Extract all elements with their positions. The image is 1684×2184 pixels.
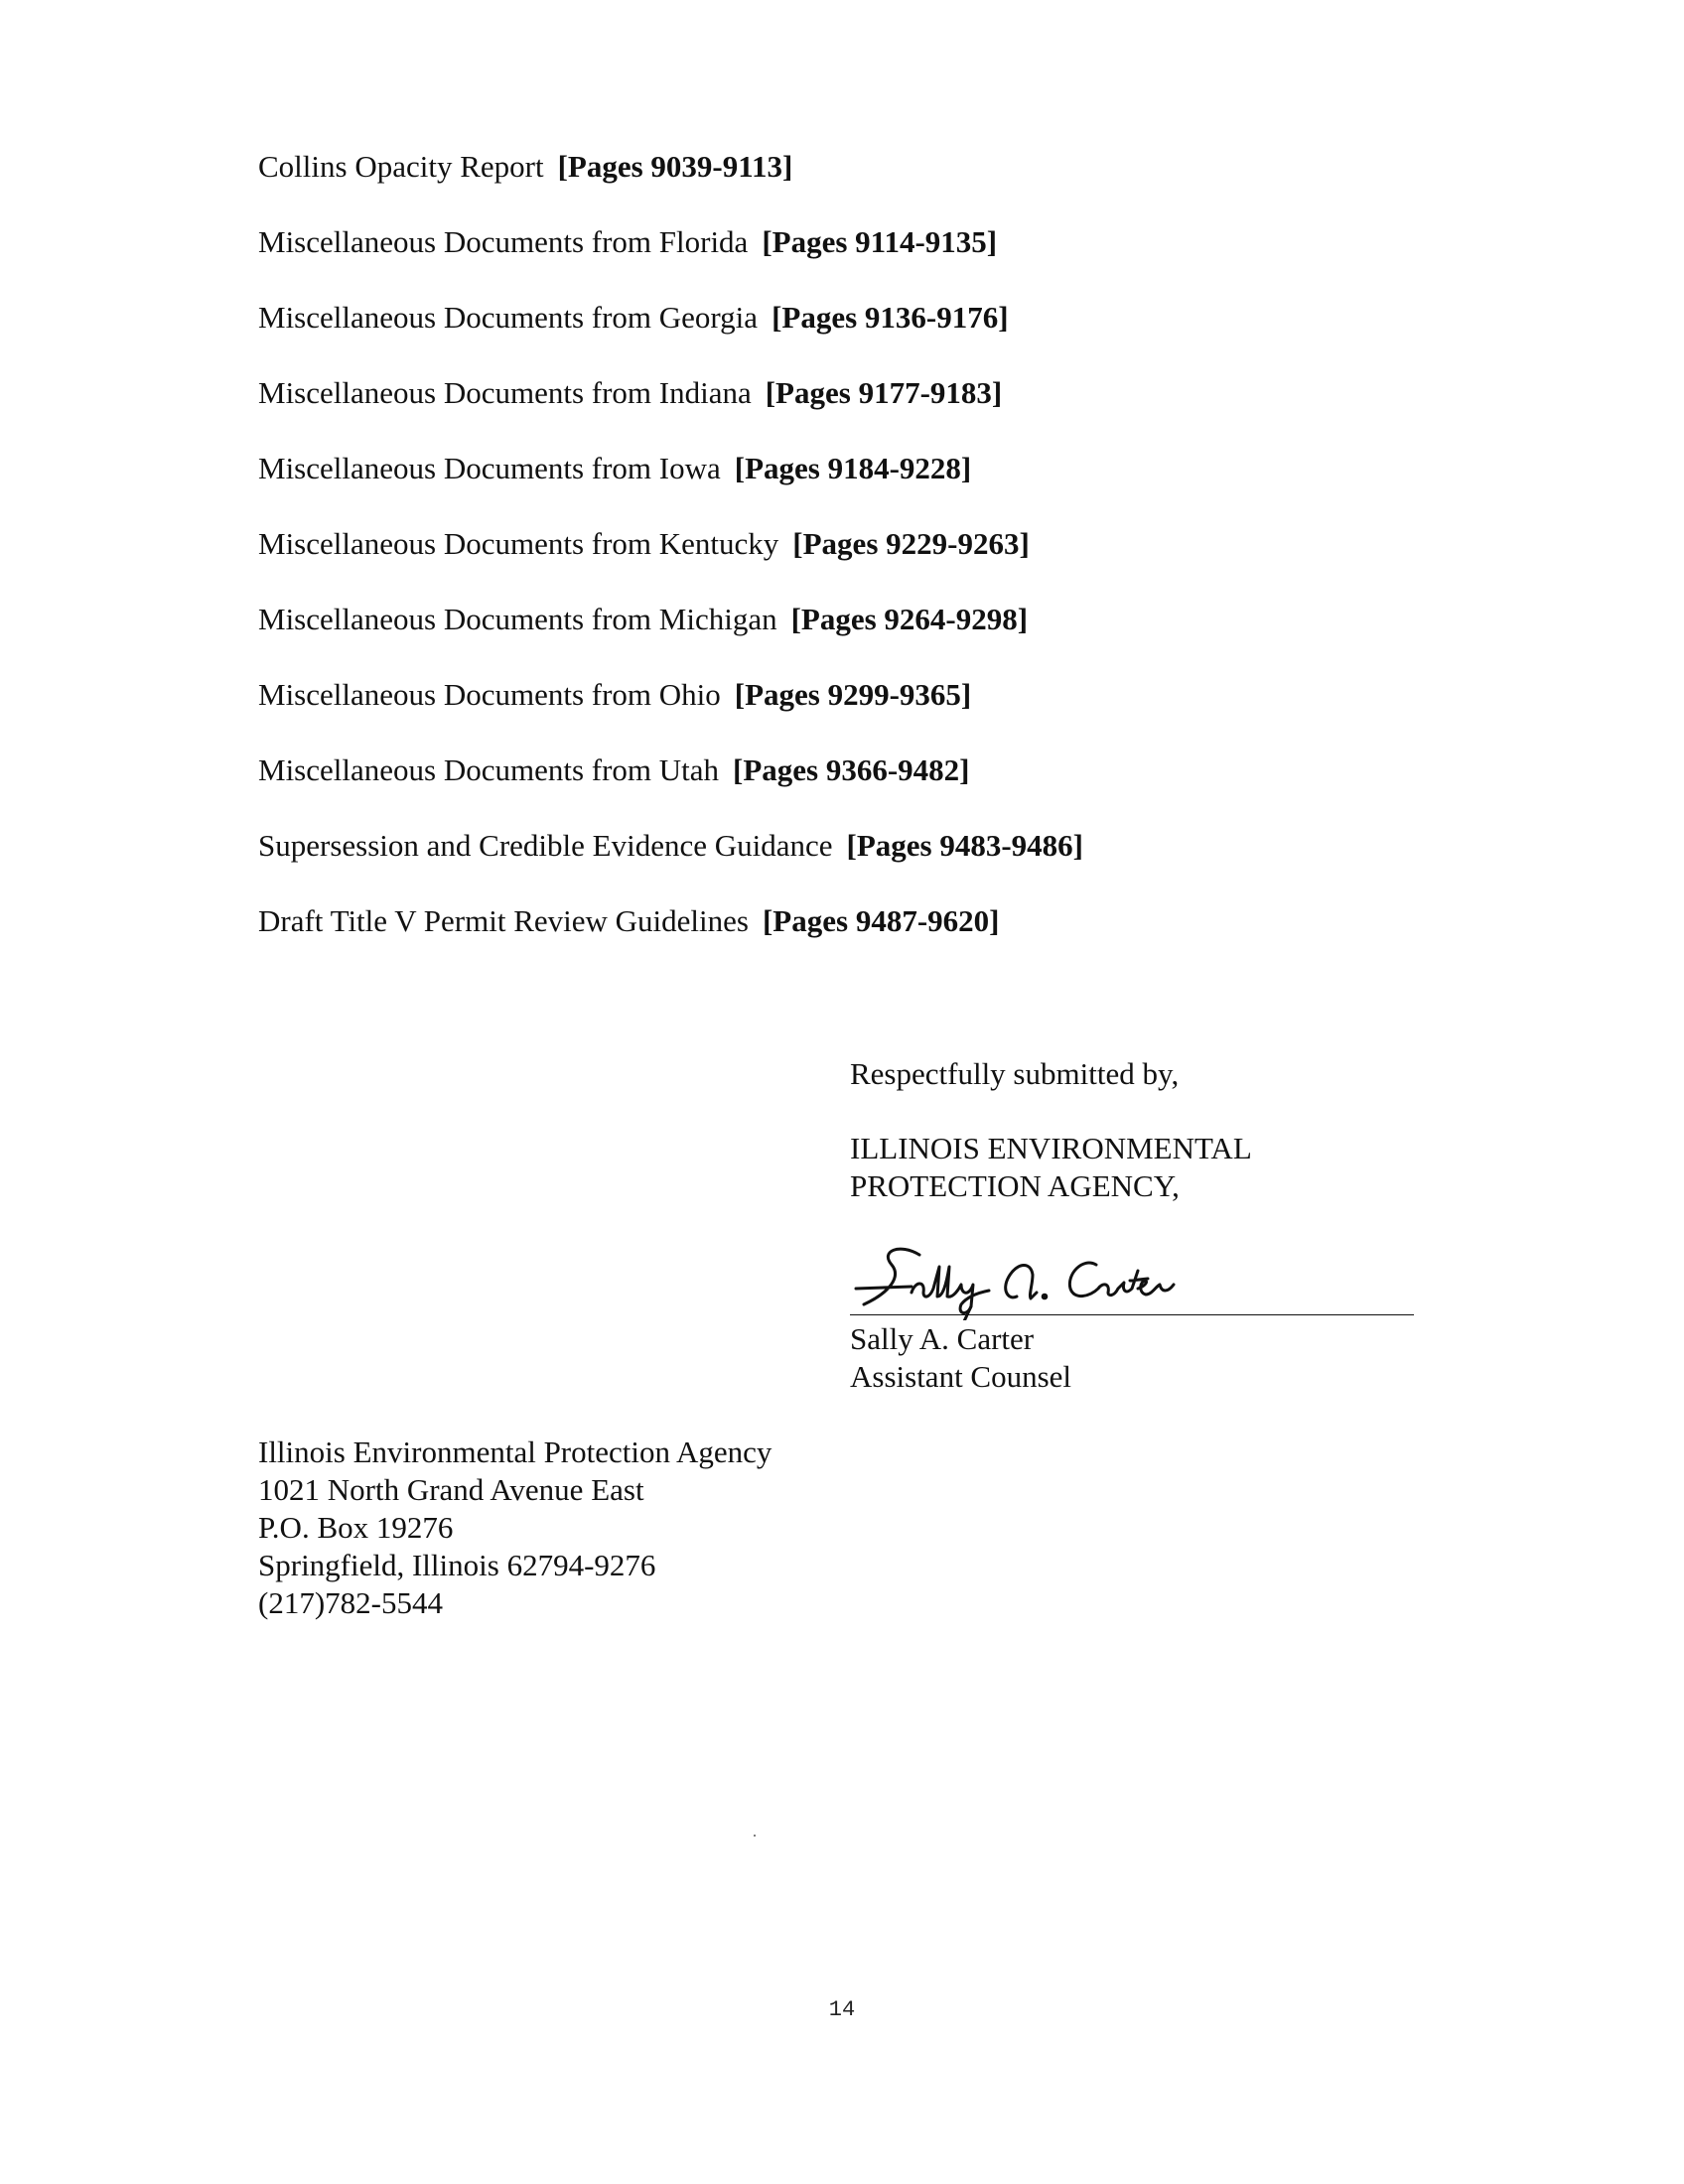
exhibit-item — [258, 222, 1083, 262]
exhibit-pages: [Pages 9487-9620] — [762, 903, 1000, 938]
exhibit-list — [258, 147, 1083, 977]
exhibit-pages: [Pages 9177-9183] — [765, 375, 1003, 410]
signer-title: Assistant Counsel — [850, 1359, 1072, 1394]
exhibit-pages: [Pages 9114-9135] — [762, 224, 998, 259]
exhibit-pages: [Pages 9483-9486] — [846, 828, 1083, 863]
address-line: 1021 North Grand Avenue East — [258, 1472, 644, 1507]
signature-line — [850, 1314, 1414, 1315]
agency-name — [850, 1130, 1252, 1205]
agency-name-line: PROTECTION AGENCY, — [850, 1168, 1180, 1203]
exhibit-pages: [Pages 9039-9113] — [557, 149, 793, 184]
address-line: Illinois Environmental Protection Agency — [258, 1434, 772, 1469]
address-line: P.O. Box 19276 — [258, 1510, 454, 1545]
exhibit-title: Miscellaneous Documents from Ohio — [258, 677, 721, 712]
exhibit-pages: [Pages 9136-9176] — [772, 300, 1009, 335]
exhibit-pages: [Pages 9229-9263] — [792, 526, 1030, 561]
exhibit-item — [258, 901, 1083, 941]
address-block — [258, 1433, 772, 1622]
exhibit-item — [258, 373, 1083, 413]
signature-block — [850, 1241, 1416, 1320]
exhibit-title: Miscellaneous Documents from Michigan — [258, 602, 777, 636]
address-line: (217)782-5544 — [258, 1585, 443, 1620]
exhibit-title: Miscellaneous Documents from Indiana — [258, 375, 752, 410]
exhibit-item — [258, 600, 1083, 639]
exhibit-title: Miscellaneous Documents from Iowa — [258, 451, 721, 485]
exhibit-title: Miscellaneous Documents from Florida — [258, 224, 749, 259]
exhibit-title: Miscellaneous Documents from Georgia — [258, 300, 759, 335]
exhibit-pages: [Pages 9366-9482] — [733, 752, 970, 787]
signer-block — [850, 1320, 1071, 1396]
exhibit-item — [258, 826, 1083, 866]
signer-name: Sally A. Carter — [850, 1321, 1035, 1356]
closing-line: Respectfully submitted by, — [850, 1056, 1180, 1091]
handwritten-signature — [850, 1241, 1207, 1320]
exhibit-pages: [Pages 9299-9365] — [734, 677, 972, 712]
exhibit-title: Collins Opacity Report — [258, 149, 544, 184]
exhibit-pages: [Pages 9184-9228] — [734, 451, 972, 485]
exhibit-title: Supersession and Credible Evidence Guidance — [258, 828, 833, 863]
exhibit-title: Miscellaneous Documents from Utah — [258, 752, 720, 787]
exhibit-item — [258, 751, 1083, 790]
exhibit-item — [258, 298, 1083, 338]
exhibit-item — [258, 675, 1083, 715]
exhibit-title: Draft Title V Permit Review Guidelines — [258, 903, 749, 938]
exhibit-item — [258, 449, 1083, 488]
address-line: Springfield, Illinois 62794-9276 — [258, 1548, 656, 1582]
exhibit-item — [258, 524, 1083, 564]
exhibit-title: Miscellaneous Documents from Kentucky — [258, 526, 779, 561]
page-number: 14 — [828, 1997, 856, 2022]
exhibit-pages: [Pages 9264-9298] — [790, 602, 1029, 636]
scan-speck — [754, 1835, 756, 1837]
agency-name-line: ILLINOIS ENVIRONMENTAL — [850, 1131, 1252, 1165]
exhibit-item — [258, 147, 1083, 187]
